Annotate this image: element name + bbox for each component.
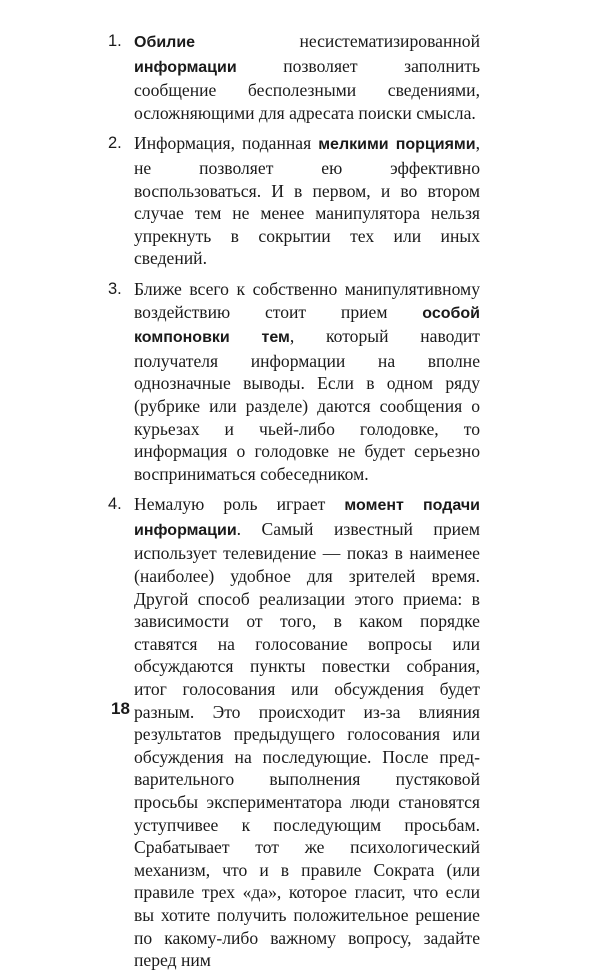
list-item-number: 1. [108, 32, 122, 50]
text-segment: . Самый известный прием использует телевидение — показ в наименее (наиболее) удобное для зрителей время. Другой способ реализации этого приема: в зависимости от того, в каком порядке ставятся на голосование вопросы или обсуждаются пункты повестки собрания, итог голосования или обсуждения будет разным. Это происходит из-за влияния результатов предыдущего голосования или обсуждения на последующие. После предварительного выполнения пустяковой просьбы экспериментатора люди становятся уступчивее к последующим просьбам. Срабатывает тот же психологический механизм, что и в правиле Сократа (или правиле трех «да», которое гласит, что если вы хотите получить положительное решение по какому-либо важному вопросу, задайте перед ним [134, 518, 480, 971]
text-segment: Ближе всего к собственно манипулятивному воздействию стоит прием [134, 278, 480, 322]
list-item-number: 4. [108, 495, 122, 514]
text-segment: Немалую роль играет [134, 494, 345, 515]
emphasized-term: мелкими порциями [318, 136, 476, 154]
text-segment: несистематизированной [195, 31, 480, 51]
text-segment: Информация, поданная [134, 133, 319, 154]
numbered-list [108, 30, 480, 980]
list-item [108, 132, 480, 270]
list-item-text [134, 31, 480, 123]
list-item-text [134, 133, 480, 268]
emphasized-term: особой компоновки тем [134, 304, 480, 347]
list-item [108, 278, 480, 485]
emphasized-term: информации [134, 58, 237, 76]
text-segment: , не позволяет ею эффективно воспользоваться. И в первом, и во втором случае тем не менее манипулятора нельзя упрекнуть в сокрытии тех или иных сведений. [134, 133, 480, 269]
text-segment: позволяет заполнить сообщение бесполезными сведениями, осложняющими для адресата поиски смысла. [134, 55, 480, 123]
list-item [108, 30, 480, 124]
text-segment: , который наводит получателя информации на вполне однозначные выводы. Если в одном ряду (рубрике или разделе) даются сообщения о курьезах и чьей-либо голодовке, то информация о голодовке не будет серьезно восприниматься собеседником. [134, 326, 480, 484]
list-item-text [134, 494, 480, 970]
emphasized-term: момент подачи информации [134, 497, 480, 539]
emphasized-term: Обилие [134, 34, 196, 51]
list-item [108, 493, 480, 971]
page-number: 18 [111, 699, 130, 718]
list-item-text [134, 279, 480, 484]
list-item-number: 3. [108, 279, 122, 298]
list-item-number: 2. [108, 134, 122, 153]
